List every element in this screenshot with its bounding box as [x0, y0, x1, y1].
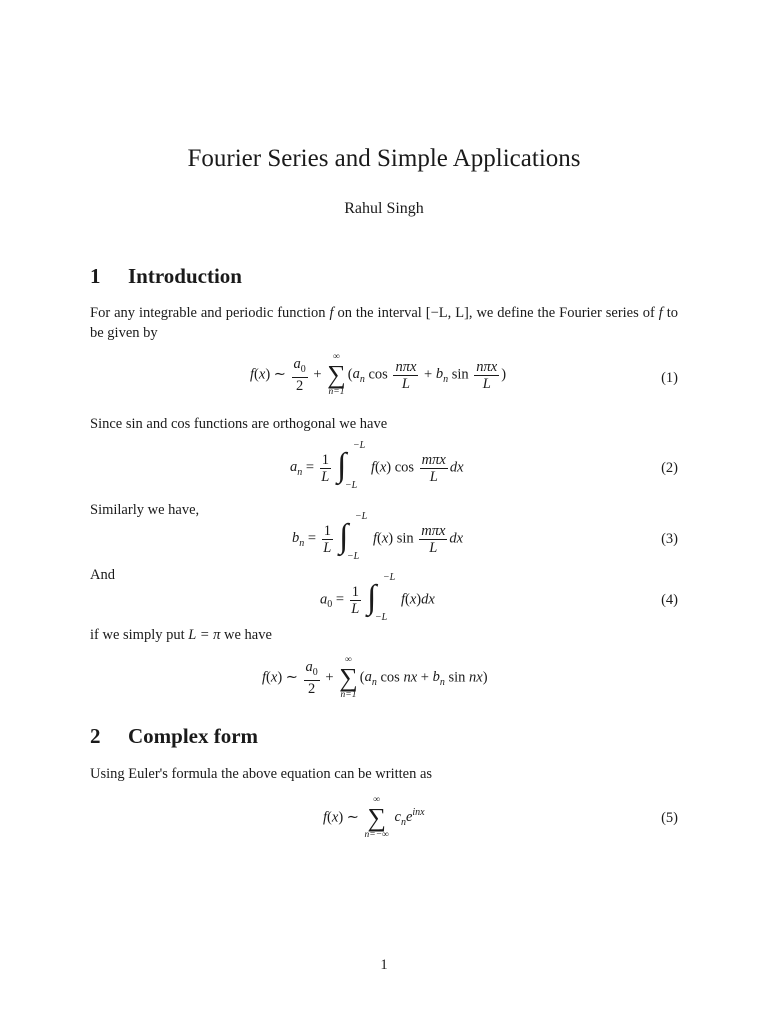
math-f: f [329, 305, 334, 321]
equation-number-3: (3) [661, 531, 678, 547]
paper-title: Fourier Series and Simple Applications [187, 145, 581, 172]
author-name: Rahul Singh [344, 200, 424, 217]
equation-1: f(x) ∼ $\frac{a_0}{2}$ + ∞ ∑ n=1 ($a_n$ cos $\frac{\text{nπx}}{L}$ + $b_n$ sin $\frac{\text{nπx}}{L}$ ) [250, 352, 507, 397]
page-number: 1 [380, 957, 388, 973]
equation-2: $a_n$ = $\frac{1}{L}$ ∫ −L −L f(x) cos $\frac{\text{mπx}}{L}$ dx [290, 440, 464, 491]
section-heading-introduction [90, 264, 242, 289]
text-run: if we simply put [90, 627, 189, 643]
math-l-equals-pi: L = π [188, 627, 221, 643]
text-run: For any integrable and periodic function [90, 305, 330, 321]
paragraph-put-l-pi [90, 626, 678, 646]
text-run: on the interval [−L, L], we define the Fourier series of [333, 305, 659, 321]
equation-number-1: (1) [661, 370, 678, 386]
text-run: to be given by [90, 305, 678, 341]
equation-unnumbered: f(x) ∼ $\frac{a_0}{2}$ + ∞ ∑ n=1 ($a_n$ cos nx + $b_n$ sin nx) [262, 655, 488, 700]
section-title: Complex form [128, 724, 259, 748]
text-run: we have [220, 627, 272, 643]
equation-5: f(x) ∼ ∞ ∑ n=−∞ $c_ne^{inx}$ [323, 795, 425, 840]
paragraph-orthogonal: Since sin and cos functions are orthogonal we have [90, 416, 388, 432]
section-heading-complex-form [90, 724, 258, 749]
equation-number-2: (2) [661, 460, 678, 476]
paragraph-similarly: Similarly we have, [90, 502, 200, 518]
paragraph-intro [90, 304, 678, 343]
math-f: f [658, 305, 663, 321]
section-title: Introduction [128, 264, 242, 288]
paragraph-and: And [90, 567, 115, 583]
paragraph-euler: Using Euler's formula the above equation can be written as [90, 766, 433, 782]
equation-3: $b_n$ = $\frac{1}{L}$ ∫ −L −L f(x) sin $\frac{\text{mπx}}{L}$ dx [292, 511, 464, 562]
section-number: 2 [90, 724, 101, 748]
equation-4: $a_0$ = $\frac{1}{L}$ ∫ −L −L f(x)dx [320, 572, 435, 623]
equation-number-4: (4) [661, 592, 678, 608]
section-number: 1 [90, 264, 101, 288]
equation-number-5: (5) [661, 810, 678, 826]
